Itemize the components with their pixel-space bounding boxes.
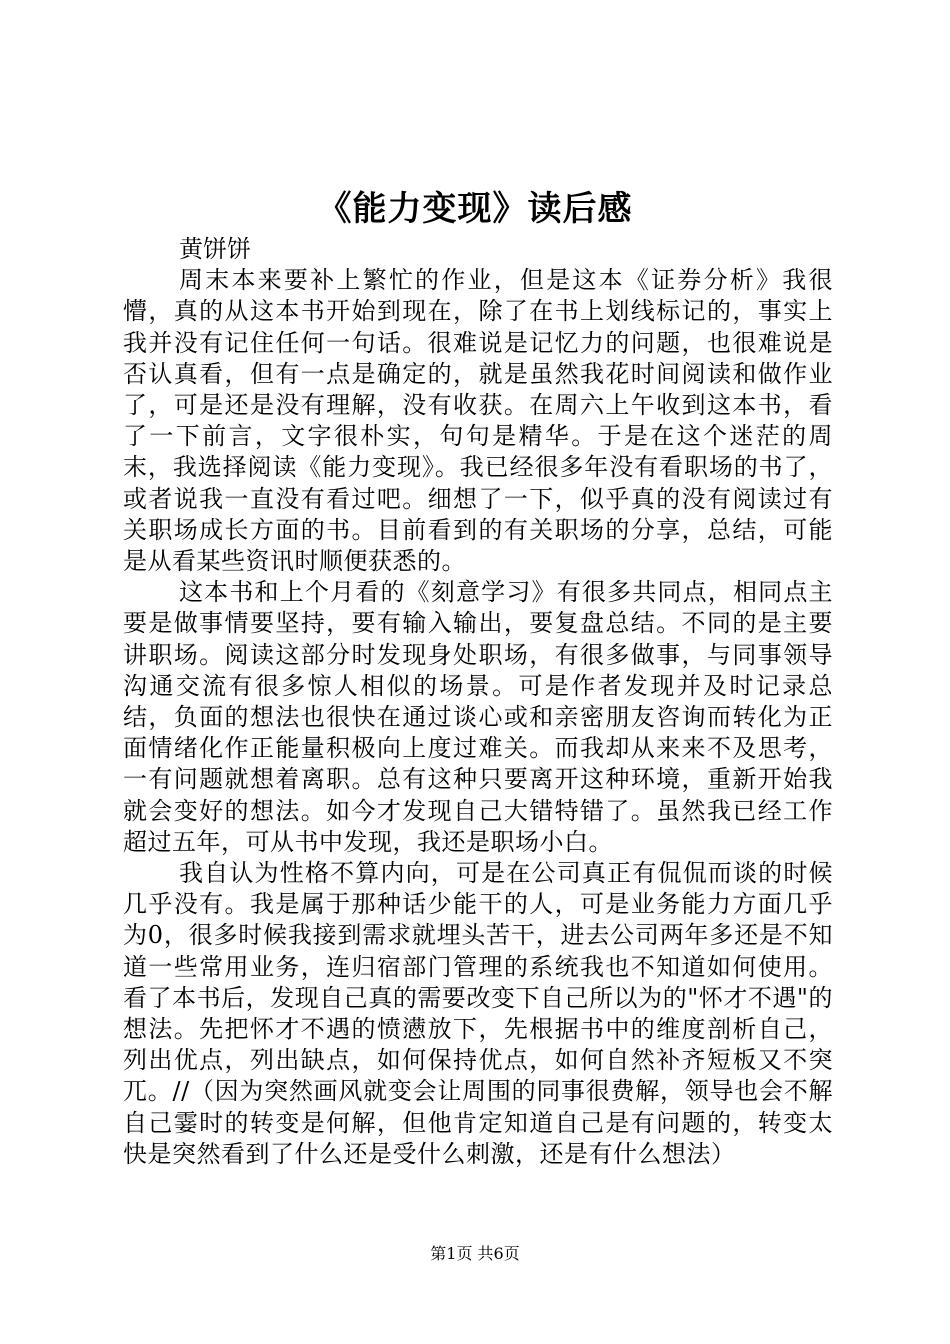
paragraph-2: 这本书和上个月看的《刻意学习》有很多共同点，相同点主要是做事情要坚持，要有输入输出，要复盘总结。不同的是主要讲职场。阅读这部分时发现身处职场，有很多做事，与同事领导沟通交流有很多惊人相似的场景。可是作者发现并及时记录总结，负面的想法也很快在通过谈心或和亲密朋友咨询而转化为正面情绪化作正能量积极向上度过难关。而我却从来来不及思考，一有问题就想着离职。总有这种只要离开这种环境，重新开始我就会变好的想法。如今才发现自己大错特错了。虽然我已经工作超过五年，可从书中发现，我还是职场小白。 <box>123 578 833 856</box>
page-number: 第1页 共6页 <box>430 1244 520 1263</box>
document-body <box>123 234 833 1170</box>
document-title: 《能力变现》读后感 <box>317 189 633 229</box>
paragraph-1: 周末本来要补上繁忙的作业，但是这本《证券分析》我很懵，真的从这本书开始到现在，除了在书上划线标记的，事实上我并没有记住任何一句话。很难说是记忆力的问题，也很难说是否认真看，但有一点是确定的，就是虽然我花时间阅读和做作业了，可是还是没有理解，没有收获。在周六上午收到这本书，看了一下前言，文字很朴实，句句是精华。于是在这个迷茫的周末，我选择阅读《能力变现》。我已经很多年没有看职场的书了，或者说我一直没有看过吧。细想了一下，似乎真的没有阅读过有关职场成长方面的书。目前看到的有关职场的分享，总结，可能是从看某些资讯时顺便获悉的。 <box>123 266 833 576</box>
paragraph-3: 我自认为性格不算内向，可是在公司真正有侃侃而谈的时候几乎没有。我是属于那种话少能干的人，可是业务能力方面几乎为0，很多时候我接到需求就埋头苦干，进去公司两年多还是不知道一些常用业务，连归宿部门管理的系统我也不知道如何使用。看了本书后，发现自己真的需要改变下自己所以为的"怀才不遇"的想法。先把怀才不遇的愤懑放下，先根据书中的维度剖析自己，列出优点，列出缺点，如何保持优点，如何自然补齐短板又不突兀。//（因为突然画风就变会让周围的同事很费解，领导也会不解自己霎时的转变是何解，但他肯定知道自己是有问题的，转变太快是突然看到了什么还是受什么刺激，还是有什么想法） <box>123 859 833 1168</box>
author-name: 黄饼饼 <box>179 235 251 263</box>
